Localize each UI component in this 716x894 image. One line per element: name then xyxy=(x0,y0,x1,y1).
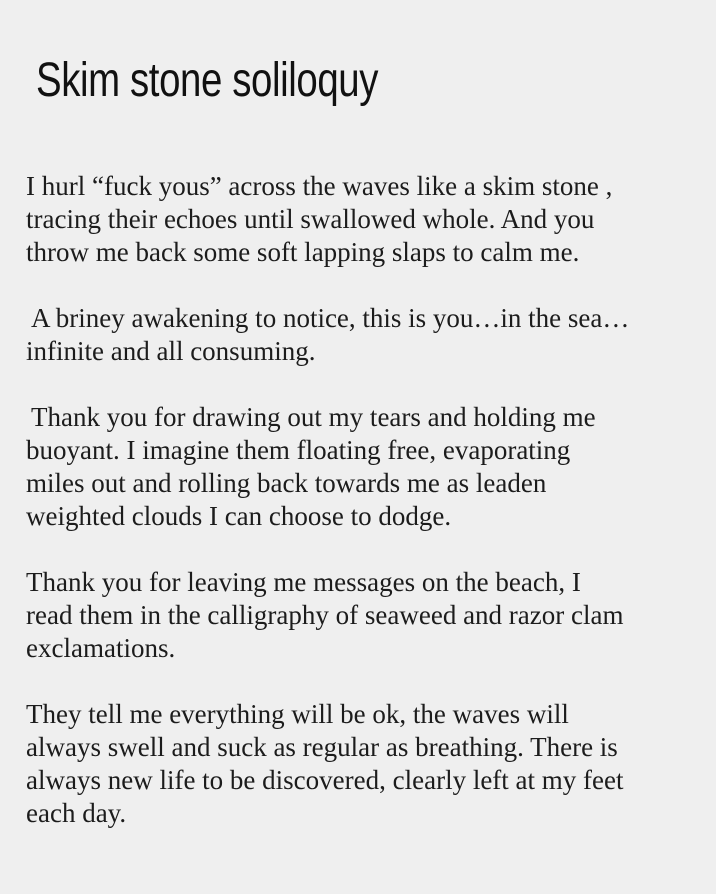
poem-line: Thank you for drawing out my tears and holding me xyxy=(31,402,596,432)
poem-line: miles out and rolling back towards me as leaden xyxy=(26,468,547,498)
poem-line: exclamations. xyxy=(26,633,176,663)
stanza-1 xyxy=(26,170,696,269)
poem-line: tracing their echoes until swallowed whole. And you xyxy=(26,204,595,234)
poem-line: buoyant. I imagine them floating free, evaporating xyxy=(26,435,571,465)
poem-line: weighted clouds I can choose to dodge. xyxy=(26,501,452,531)
poem-line: always new life to be discovered, clearly left at my feet xyxy=(26,765,624,795)
poem-line: infinite and all consuming. xyxy=(26,336,316,366)
poem-line: always swell and suck as regular as breathing. There is xyxy=(26,732,618,762)
stanza-2 xyxy=(26,302,696,368)
stanza-3 xyxy=(26,401,696,533)
poem-title: Skim stone soliloquy xyxy=(36,54,379,107)
poem-line: A briney awakening to notice, this is you…in the sea… xyxy=(31,303,630,333)
poem-line: read them in the calligraphy of seaweed and razor clam xyxy=(26,600,624,630)
stanza-5 xyxy=(26,698,696,830)
poem-line: They tell me everything will be ok, the waves will xyxy=(26,699,569,729)
stanza-4 xyxy=(26,566,696,665)
poem-line: each day. xyxy=(26,798,127,828)
poem-line: throw me back some soft lapping slaps to calm me. xyxy=(26,237,580,267)
poem-body xyxy=(26,170,696,863)
poem-line: I hurl “fuck yous” across the waves like a skim stone , xyxy=(26,171,613,201)
poem-line: Thank you for leaving me messages on the beach, I xyxy=(26,567,581,597)
